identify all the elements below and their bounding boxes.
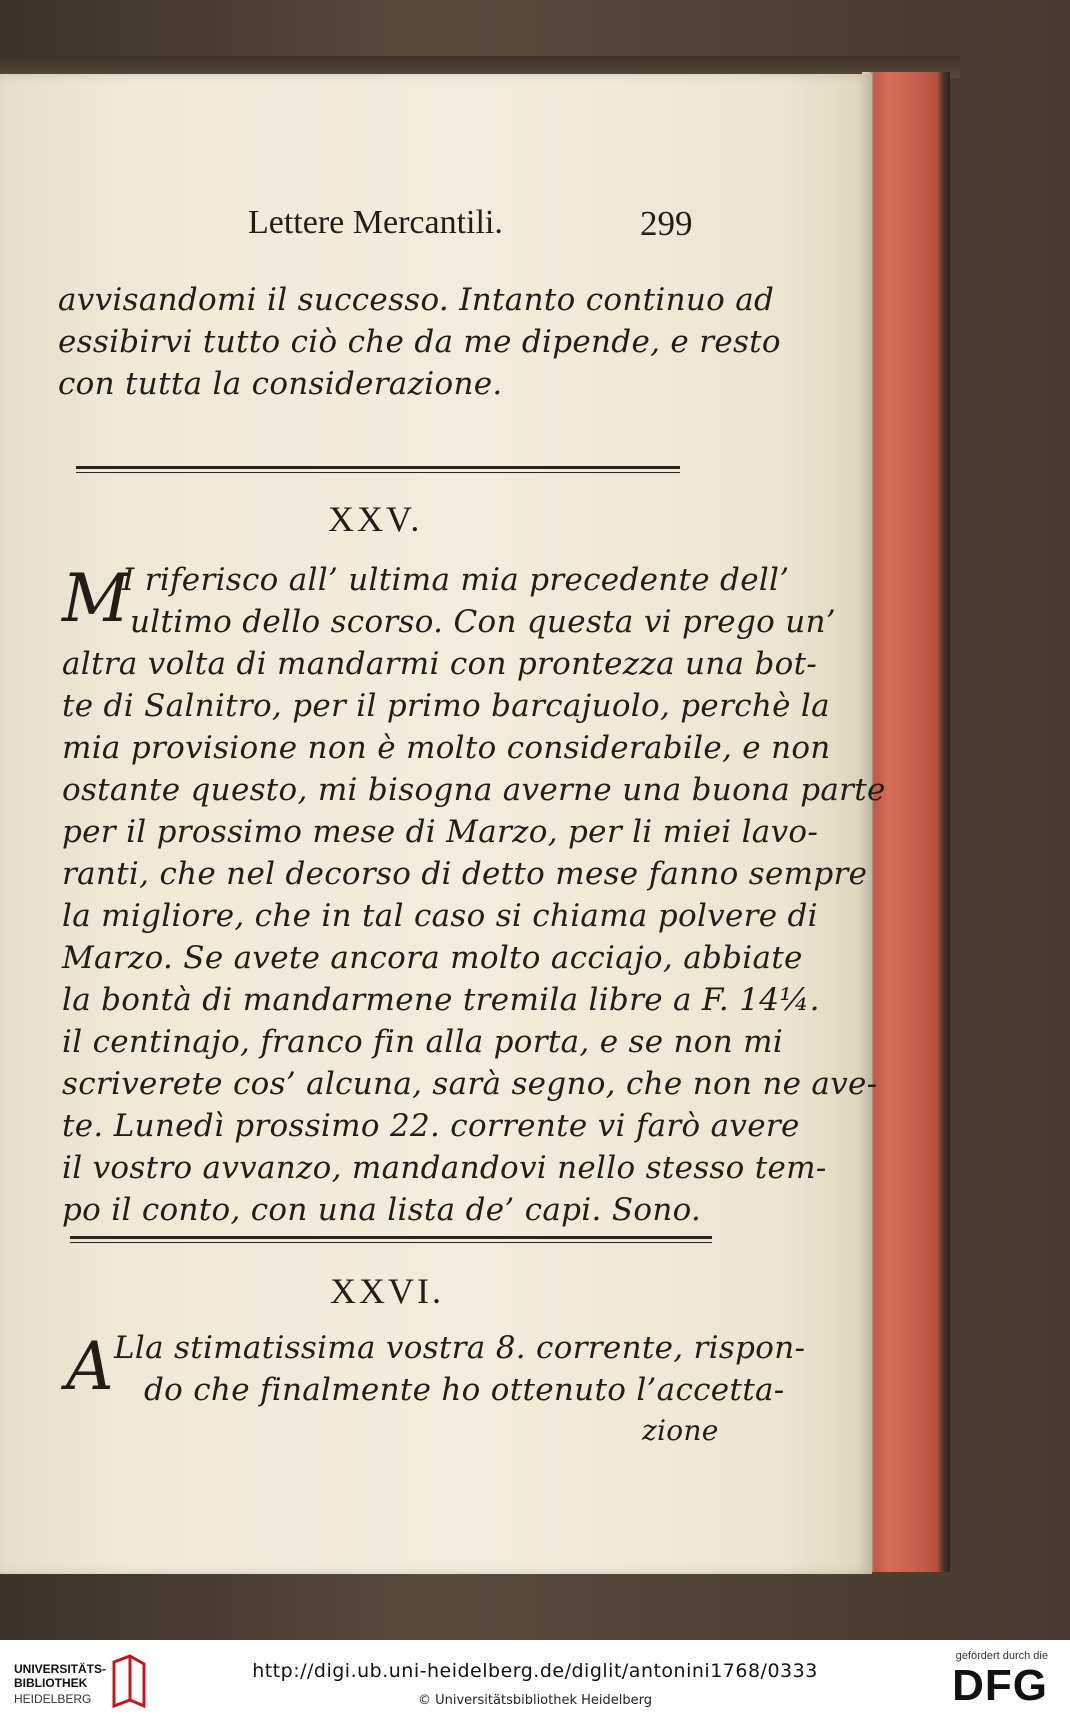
page-number: 299 <box>640 204 693 243</box>
intro-line: con tutta la considerazione. <box>58 366 503 402</box>
intro-line: essibirvi tutto ciò che da me dipende, e resto <box>58 324 781 360</box>
letter-line: te. Lunedì prossimo 22. corrente vi farò avere <box>62 1108 800 1144</box>
catchword: zione <box>642 1414 719 1447</box>
letter-line: il vostro avvanzo, mandandovi nello stesso tem- <box>62 1150 827 1186</box>
library-city: HEIDELBERG <box>14 1692 92 1706</box>
letter-line: il centinajo, franco fin alla porta, e se non mi <box>62 1024 784 1060</box>
letter-line: scriverete cos’ alcuna, sarà segno, che non ne ave- <box>62 1066 878 1102</box>
dfg-logo: DFG <box>952 1661 1048 1710</box>
section-divider <box>76 466 680 469</box>
section-divider <box>70 1236 712 1239</box>
letter-line: Lla stimatissima vostra 8. corrente, rispon- <box>114 1330 806 1366</box>
viewer-footer <box>0 1640 1070 1718</box>
book-page-edge <box>862 72 950 1572</box>
running-head: Lettere Mercantili. <box>248 204 503 241</box>
book-page <box>0 74 886 1574</box>
letter-line: ranti, che nel decorso di detto mese fanno sempre <box>62 856 868 892</box>
letter-line: la bontà di mandarmene tremila libre a F. 14¼. <box>62 982 820 1018</box>
letter-line: Marzo. Se avete ancora molto acciajo, abbiate <box>62 940 803 976</box>
sponsor-label: gefördert durch die <box>955 1650 1048 1662</box>
drop-cap: A <box>66 1328 114 1405</box>
letter-line: I riferisco all’ ultima mia precedente dell’ <box>122 562 790 598</box>
permalink-url[interactable]: http://digi.ub.uni-heidelberg.de/diglit/antonini1768/0333 <box>252 1660 818 1682</box>
letter-line: ostante questo, mi bisogna averne una buona parte <box>62 772 886 808</box>
letter-line: la migliore, che in tal caso si chiama polvere di <box>62 898 818 934</box>
letter-line: do che finalmente ho ottenuto l’accetta- <box>144 1372 785 1408</box>
letter-line: altra volta di mandarmi con prontezza una bot- <box>62 646 818 682</box>
section-numeral: XXVI. <box>330 1271 444 1311</box>
section-divider-thin <box>70 1242 712 1243</box>
library-name-line: BIBLIOTHEK <box>14 1676 88 1690</box>
copyright-notice: © Universitätsbibliothek Heidelberg <box>417 1693 652 1708</box>
letter-line: po il conto, con una lista de’ capi. Sono. <box>62 1192 702 1228</box>
section-numeral: XXV. <box>328 499 423 539</box>
drop-cap: M <box>62 560 130 637</box>
library-name-line: UNIVERSITÄTS- <box>14 1662 107 1676</box>
letter-line: mia provisione non è molto considerabile, e non <box>62 730 831 766</box>
intro-line: avvisandomi il successo. Intanto continuo ad <box>58 282 775 318</box>
letter-line: per il prossimo mese di Marzo, per li miei lavo- <box>62 814 819 850</box>
section-divider-thin <box>76 472 680 473</box>
letter-line: ultimo dello scorso. Con questa vi prego un’ <box>130 604 836 640</box>
letter-line: te di Salnitro, per il primo barcajuolo, perchè la <box>62 688 830 724</box>
